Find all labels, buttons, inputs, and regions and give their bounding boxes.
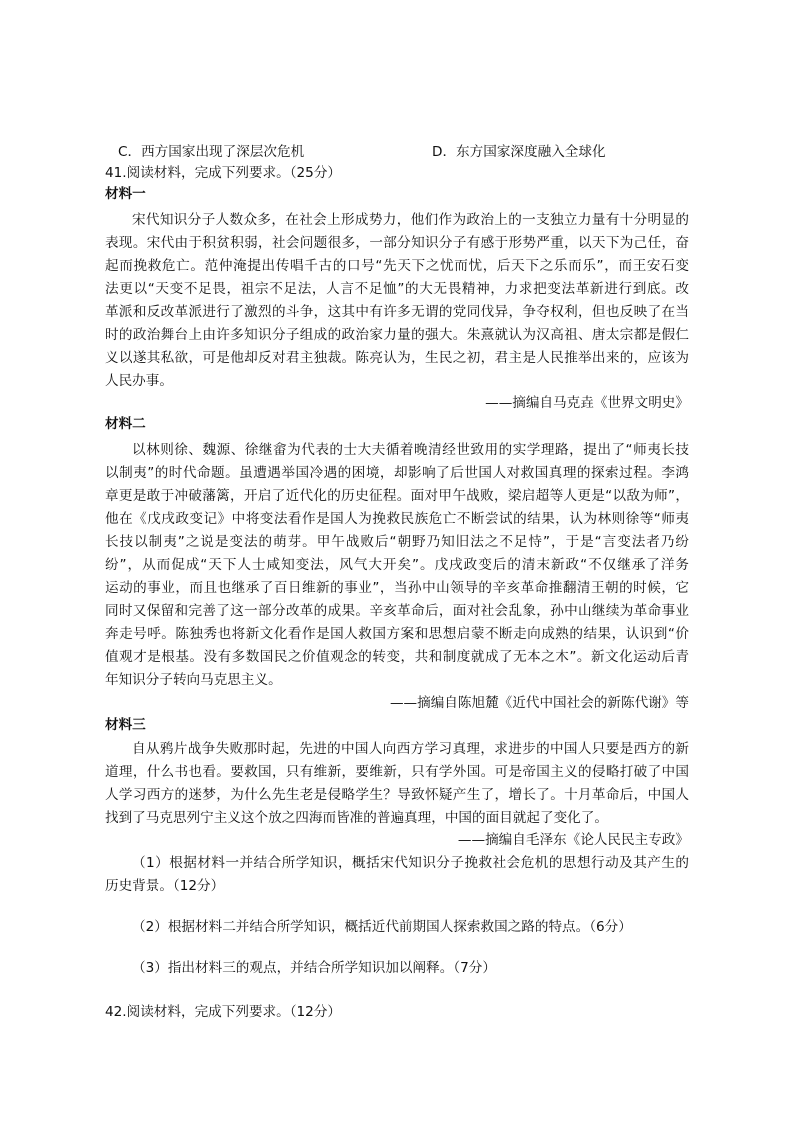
material-2-line: 章更是敢于冲破藩篱，开启了近代化的历史征程。面对甲午战败，梁启超等人更是“以敌为师”， <box>105 488 689 504</box>
material-2-line: 年知识分子转向马克思主义。 <box>105 672 282 688</box>
material-2-line: 同时又保留和完善了这一部分改革的成果。辛亥革命后，面对社会乱象，孙中山继续为革命事业 <box>105 603 689 619</box>
material-3-line: 自从鸦片战争失败那时起，先进的中国人向西方学习真理，求进步的中国人只要是西方的新 <box>132 741 689 757</box>
material-2-label: 材料二 <box>105 416 146 432</box>
sub-question-2: （2）根据材料二并结合所学知识，概括近代前期国人探索救国之路的特点。（6分） <box>132 919 632 935</box>
material-3-source: ——摘编自毛泽东《论人民民主专政》 <box>457 832 689 848</box>
sub-question-1: （1）根据材料一并结合所学知识，概括宋代知识分子挽救社会危机的思想行动及其产生的 <box>132 855 689 871</box>
material-1-line: 时的政治舞台上由许多知识分子组成的政治家力量的强大。朱熹就认为汉高祖、唐太宗都是假仁 <box>105 327 689 343</box>
material-1-label: 材料一 <box>105 186 146 202</box>
question-42-title: 42.阅读材料，完成下列要求。（12分） <box>105 1004 342 1020</box>
material-2-line: 他在《戊戌政变记》中将变法看作是国人为挽救民族危亡不断尝试的结果，认为林则徐等“师夷 <box>105 511 689 527</box>
material-2-line: 值观才是根基。没有多数国民之价值观念的转变，共和制度就成了无本之木”。新文化运动后青 <box>105 649 689 665</box>
material-2-line: 运动的事业，而且也继承了百日维新的事业”，当孙中山领导的辛亥革命推翻清王朝的时候，它 <box>105 580 689 596</box>
material-2-line: 长技以制夷”之说是变法的萌芽。甲午战败后“朝野乃知旧法之不足恃”，于是“言变法者乃纷 <box>105 534 689 550</box>
sub-question-1-cont: 历史背景。（12分） <box>105 878 225 894</box>
material-2-line: 以林则徐、魏源、徐继畲为代表的士大夫循着晚清经世致用的实学理路，提出了“师夷长技 <box>132 442 689 458</box>
material-3-line: 道理，什么书也看。要救国，只有维新，要维新，只有学外国。可是帝国主义的侵略打破了中国 <box>105 764 689 780</box>
sub-question-3: （3）指出材料三的观点，并结合所学知识加以阐释。（7分） <box>132 960 496 976</box>
material-1-line: 人民办事。 <box>105 373 173 389</box>
material-3-line: 找到了马克思列宁主义这个放之四海而皆准的普遍真理，中国的面目就起了变化了。 <box>105 810 608 826</box>
material-1-line: 起而挽救危亡。范仲淹提出传唱千古的口号“先天下之忧而忧，后天下之乐而乐”，而王安石变 <box>105 258 689 274</box>
material-1-line: 义以遂其私欲，可是他却反对君主独裁。陈亮认为，生民之初，君主是人民推举出来的，应该为 <box>105 350 689 366</box>
material-3-label: 材料三 <box>105 717 146 733</box>
option-d: D．东方国家深度融入全球化 <box>432 144 606 160</box>
option-c: C．西方国家出现了深层次危机 <box>118 144 305 160</box>
material-2-line: 奔走号呼。陈独秀也将新文化看作是国人救国方案和思想启蒙不断走向成熟的结果，认识到“价 <box>105 626 689 642</box>
material-1-line: 表现。宋代由于积贫积弱，社会问题很多，一部分知识分子有感于形势严重，以天下为己任，奋 <box>105 235 689 251</box>
material-1-line: 革派和反改革派进行了激烈的斗争，这其中有许多无谓的党同伐异，争夺权利，但也反映了在当 <box>105 304 689 320</box>
material-1-line: 法更以“天变不足畏，祖宗不足法，人言不足恤”的大无畏精神，力求把变法革新进行到底。改 <box>105 281 689 297</box>
material-2-source: ——摘编自陈旭麓《近代中国社会的新陈代谢》等 <box>389 695 689 711</box>
material-1-source: ——摘编自马克垚《世界文明史》 <box>485 395 689 411</box>
material-3-line: 人学习西方的迷梦，为什么先生老是侵略学生？导致怀疑产生了，增长了。十月革命后，中国人 <box>105 787 689 803</box>
question-41-title: 41.阅读材料，完成下列要求。（25分） <box>105 165 342 181</box>
material-2-line: 纷”，从而促成“天下人士咸知变法，风气大开矣”。戊戌政变后的清末新政“不仅继承了洋务 <box>105 557 689 573</box>
material-1-line: 宋代知识分子人数众多，在社会上形成势力，他们作为政治上的一支独立力量有十分明显的 <box>132 212 689 228</box>
material-2-line: 以制夷”的时代命题。虽遭遇举国冷遇的困境，却影响了后世国人对救国真理的探索过程。李鸿 <box>105 465 689 481</box>
